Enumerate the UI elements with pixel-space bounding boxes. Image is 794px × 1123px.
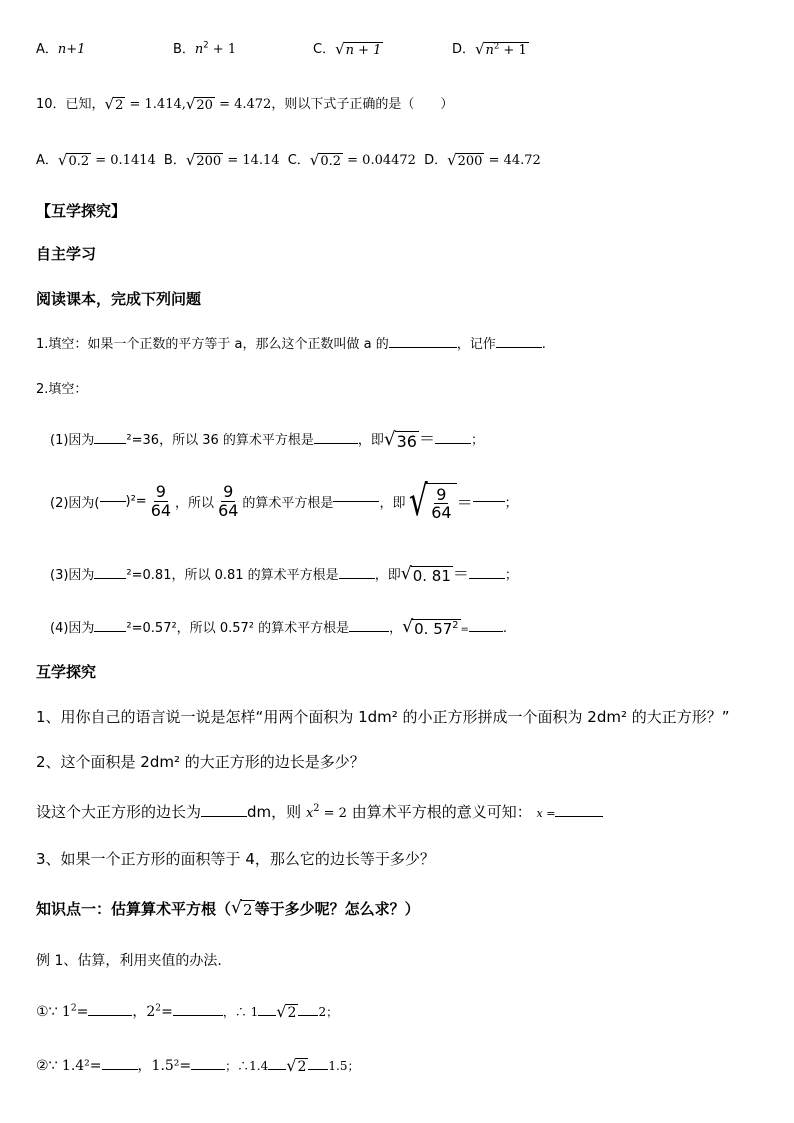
q10-options: [36, 149, 541, 169]
sqrt-expression: √ 0.2: [57, 150, 90, 169]
answer-blank[interactable]: [94, 578, 126, 579]
value: = 14.14: [223, 153, 280, 168]
answer-blank[interactable]: [191, 1069, 225, 1070]
q10-option-c: [287, 150, 416, 169]
radicand: 2: [115, 97, 124, 113]
answer-blank[interactable]: [94, 443, 126, 444]
radicand: 2: [297, 1058, 307, 1075]
option-base: n: [194, 42, 204, 57]
estimate-line-1: [36, 1001, 338, 1021]
equation-exponent: 2: [313, 803, 320, 814]
text: 知识点一：估算算术平方根（: [36, 900, 232, 918]
numerator: 9: [436, 484, 447, 504]
equation-variable: x =: [536, 807, 556, 820]
radicand: 20: [196, 97, 213, 113]
text: ；: [504, 495, 518, 511]
answer-blank[interactable]: [173, 1015, 223, 1016]
text: (1)因为: [50, 433, 95, 448]
q10-option-b: [163, 150, 280, 169]
fill-item-4: [50, 617, 507, 638]
text: ；∴1.4: [225, 1059, 269, 1073]
text: ＝: [452, 564, 469, 583]
text: 等于多少呢？怎么求？）: [254, 900, 420, 918]
answer-blank[interactable]: [473, 501, 505, 502]
numerator: 9: [223, 481, 234, 501]
radicand: n + 1: [345, 42, 382, 58]
sqrt-expression: √ 20: [185, 94, 213, 113]
q10-stem: [36, 93, 453, 113]
text: ，: [389, 621, 403, 636]
knowledge-point-1: [36, 898, 420, 919]
radicand-rest: + 1: [499, 42, 527, 58]
denominator: 64: [218, 500, 239, 520]
q10-suffix: ，则以下式子正确的是（ ）: [271, 97, 454, 112]
text: ，: [132, 1004, 147, 1020]
text: ②∵: [36, 1058, 62, 1074]
denominator: 64: [150, 500, 172, 520]
answer-blank[interactable]: [339, 578, 375, 579]
exponent: 2: [70, 1003, 77, 1014]
fill-item-1: [50, 426, 484, 451]
text: .: [502, 621, 508, 636]
text: ，所以: [175, 495, 215, 511]
text: 2；: [318, 1005, 339, 1019]
text: ；: [504, 568, 518, 583]
text: ，记作: [456, 337, 496, 352]
option-letter: D．: [424, 153, 448, 168]
q10-option-a: [36, 150, 156, 169]
q10-prefix: 10．已知，: [36, 97, 105, 112]
denominator: 64: [431, 503, 452, 523]
text: 由算术平方根的意义可知：: [351, 803, 532, 821]
answer-blank[interactable]: [308, 1069, 328, 1070]
radicand: 200: [457, 153, 483, 169]
text: 1.填空：如果一个正数的平方等于 a，那么这个正数叫做 a 的: [36, 337, 389, 352]
explore-question-1: 1、用你自己的语言说一说是怎样“用两个面积为 1dm² 的小正方形拼成一个面积为 2dm² 的大正方形？”: [36, 708, 730, 726]
explore-question-2: 2、这个面积是 2dm² 的大正方形的边长是多少？: [36, 753, 365, 771]
answer-blank[interactable]: [88, 1015, 132, 1016]
option-rest: + 1: [208, 42, 237, 57]
text: ²=36，所以 36 的算术平方根是: [126, 433, 314, 448]
option-expression: n+1: [57, 42, 86, 57]
answer-blank[interactable]: [268, 1069, 286, 1070]
sqrt-expression: √ $n^2 + 1$: [475, 39, 527, 58]
answer-blank[interactable]: [258, 1015, 276, 1016]
option-letter: C．: [313, 42, 336, 57]
text: (2)因为(: [50, 495, 100, 511]
heading-explore: 互学探究: [36, 663, 97, 681]
text: )²=: [125, 493, 147, 509]
q9-option-c: [313, 38, 383, 58]
radicand: 2: [287, 1004, 297, 1021]
radicand-exponent: 2: [452, 620, 459, 631]
option-letter: B．: [173, 42, 195, 57]
q9-option-d: [452, 38, 529, 58]
text: 1.4²=: [61, 1058, 102, 1074]
text: (3)因为: [50, 568, 95, 583]
text: 的算术平方根是: [242, 495, 334, 511]
option-letter: D．: [452, 42, 476, 57]
base: 1: [61, 1004, 71, 1020]
option-letter: C．: [287, 153, 310, 168]
radicand: 0. 81: [412, 567, 451, 585]
text: ，即: [379, 495, 406, 511]
text: .: [541, 337, 546, 352]
answer-blank[interactable]: [100, 501, 126, 502]
sqrt-expression: √ 200: [185, 150, 222, 169]
radicand-base: n: [485, 42, 494, 58]
value: = 1.414,: [125, 97, 186, 112]
answer-blank[interactable]: [333, 501, 379, 502]
sqrt-expression: √ 0.2: [309, 150, 342, 169]
sqrt-expression: √ n + 1: [335, 39, 382, 58]
answer-blank[interactable]: [201, 816, 247, 817]
text: ，: [137, 1058, 152, 1074]
fraction: [429, 486, 453, 522]
fraction: [149, 483, 173, 519]
value: = 44.72: [484, 153, 541, 168]
value: = 0.04472: [343, 153, 416, 168]
text: ＝: [418, 429, 435, 448]
text: ²=0.57²，所以 0.57² 的算术平方根是: [126, 621, 350, 636]
text: 设这个大正方形的边长为: [36, 803, 202, 821]
sqrt-expression: √ 36: [383, 428, 417, 451]
answer-blank[interactable]: [469, 631, 503, 632]
q9-option-b: [173, 38, 236, 57]
text: dm，则: [247, 803, 302, 821]
heading-self-study: 自主学习: [36, 245, 97, 263]
answer-blank[interactable]: [349, 631, 389, 632]
answer-blank[interactable]: [389, 347, 457, 348]
text: ²=0.81，所以 0.81 的算术平方根是: [126, 568, 339, 583]
exponent: 2: [155, 1003, 162, 1014]
text: ①∵: [36, 1004, 62, 1020]
option-letter: A．: [36, 42, 58, 57]
radicand-base: 0. 57: [414, 620, 453, 638]
answer-blank[interactable]: [102, 1069, 138, 1070]
sqrt-expression: √ 2: [276, 1001, 297, 1021]
radicand: 36: [396, 431, 417, 451]
radicand: 0.2: [68, 153, 90, 169]
answer-blank[interactable]: [555, 816, 603, 817]
heading-mutual-study: 【互学探究】: [36, 202, 127, 220]
radicand: 200: [196, 153, 222, 169]
fill-item-3: [50, 561, 518, 585]
text: ，即: [357, 433, 384, 448]
sqrt-expression: √ 2: [104, 94, 124, 113]
fill-question-1: [36, 333, 546, 352]
text: =: [76, 1004, 89, 1020]
answer-blank[interactable]: [435, 443, 471, 444]
explore-question-2-fill: [36, 801, 603, 822]
radicand-exponent: 2: [493, 40, 500, 51]
text: 1.5²=: [151, 1058, 192, 1074]
text: =: [161, 1004, 173, 1020]
answer-blank[interactable]: [314, 443, 358, 444]
answer-blank[interactable]: [298, 1015, 318, 1016]
option-letter: A．: [36, 153, 58, 168]
sqrt-expression: √ 200: [447, 150, 483, 169]
equation-rest: = 2: [319, 806, 347, 821]
numerator: 9: [155, 481, 166, 501]
fill-item-2: [50, 476, 518, 525]
answer-blank[interactable]: [469, 578, 505, 579]
sqrt-expression: √ 2: [231, 898, 253, 919]
heading-reading: 阅读课本，完成下列问题: [36, 290, 202, 308]
option-letter: B．: [163, 153, 186, 168]
example-1-title: 例 1、估算，利用夹值的办法.: [36, 953, 222, 969]
answer-blank[interactable]: [496, 347, 542, 348]
value: = 0.1414: [91, 153, 156, 168]
option-exponent: 2: [203, 39, 209, 50]
text: ，即: [374, 568, 401, 583]
explore-question-3: 3、如果一个正方形的面积等于 4，那么它的边长等于多少？: [36, 850, 435, 868]
q10-option-d: [424, 150, 541, 169]
base: 2: [146, 1004, 156, 1020]
answer-blank[interactable]: [94, 631, 126, 632]
text: =: [460, 624, 469, 635]
sqrt-fraction: √ $\frac{9}{64}$: [405, 480, 456, 522]
text: 1.5；: [328, 1059, 360, 1073]
q9-option-a: [36, 38, 85, 57]
sqrt-expression: √ 2: [286, 1055, 307, 1075]
equation-variable: x: [305, 806, 314, 821]
fraction: [216, 483, 240, 519]
sqrt-expression: √ 0. 81: [400, 564, 451, 585]
radicand: 0.2: [320, 153, 342, 169]
fill-question-2-title: 2.填空：: [36, 382, 88, 397]
value: = 4.472: [214, 97, 272, 112]
sqrt-expression: √ 0. $57^2$: [402, 617, 459, 638]
radicand: 2: [243, 901, 253, 919]
estimate-line-2: [36, 1055, 360, 1075]
text: (4)因为: [50, 621, 95, 636]
text: ；: [470, 433, 484, 448]
text: ，∴ 1: [222, 1005, 259, 1019]
text: ＝: [456, 492, 473, 512]
